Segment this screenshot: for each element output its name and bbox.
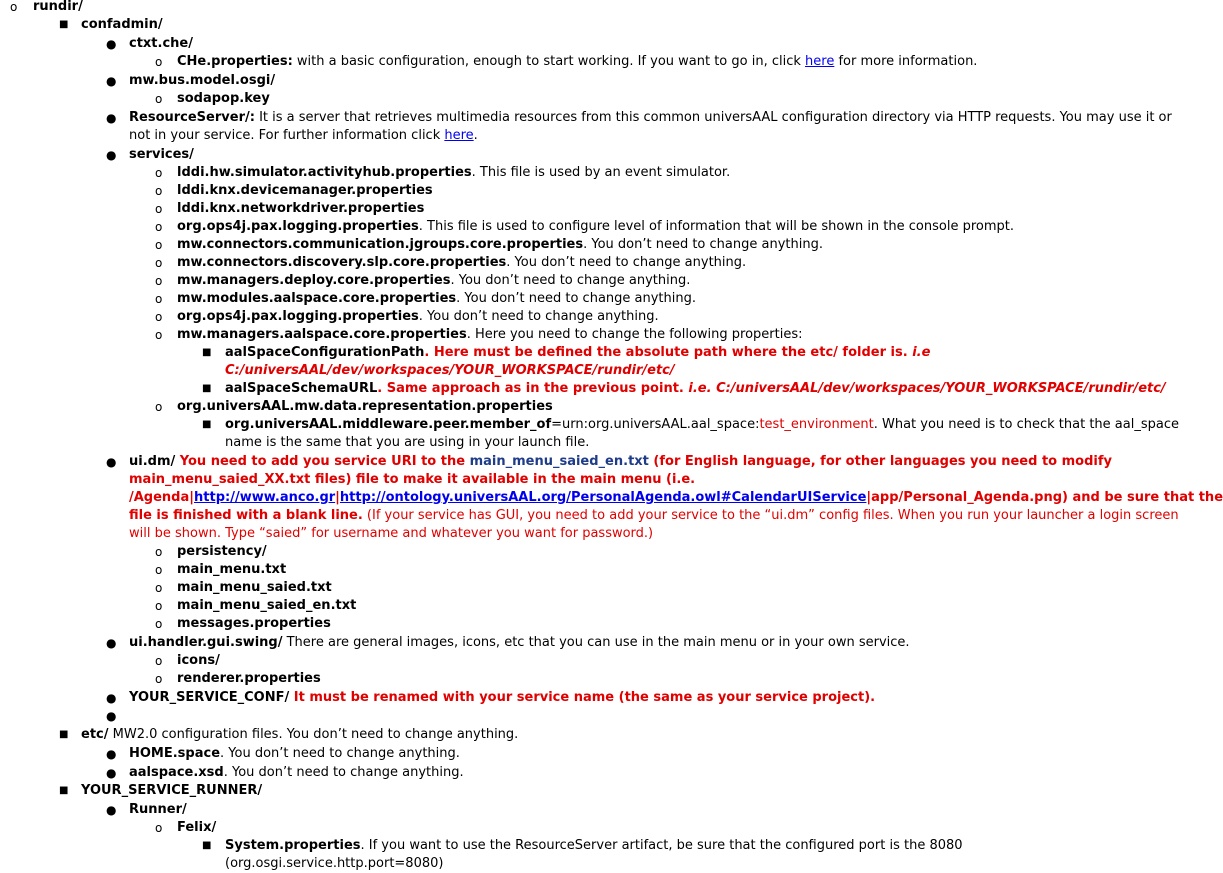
service-desc: . This file is used by an event simulator. xyxy=(471,165,731,180)
gui-swing-file: renderer.properties xyxy=(177,671,321,686)
resourceserver-text: It is a server that retrieves multimedia resources from this common universAAL configuration directory via HTTP requests. You may use it or xyxy=(254,110,1172,125)
item-home-space xyxy=(129,745,460,763)
bullet-square-icon: ■ xyxy=(202,419,212,430)
ui-dm-file: persistency/ xyxy=(177,544,267,559)
here-link-2[interactable]: here xyxy=(444,128,474,143)
property-desc-line2: name is the same that you are using in your launch file. xyxy=(225,435,590,450)
item-system-properties xyxy=(225,837,963,855)
property-desc: . Here must be defined the absolute path where the etc/ folder is. xyxy=(424,345,913,360)
anco-link[interactable]: http://www.anco.gr xyxy=(194,490,336,505)
service-name: lddi.hw.simulator.activityhub.properties xyxy=(177,165,472,180)
bullet-circle-icon: o xyxy=(155,274,163,288)
resourceserver-tail: . xyxy=(473,128,478,143)
che-tail: for more information. xyxy=(834,54,978,69)
item-resourceserver xyxy=(129,109,1172,127)
ui-dm-name: ui.dm/ xyxy=(129,454,176,469)
bullet-dot-icon: ● xyxy=(106,111,117,125)
service-name: mw.managers.deploy.core.properties xyxy=(177,273,451,288)
bullet-square-icon: ■ xyxy=(202,840,212,851)
folder-etc xyxy=(81,726,518,744)
bullet-circle-icon: o xyxy=(155,92,163,106)
service-item xyxy=(177,218,1014,236)
folder-mw-bus-model-osgi: mw.bus.model.osgi/ xyxy=(129,73,276,88)
property-desc: . What you need is to check that the aal_space xyxy=(873,417,1179,432)
item-che-properties xyxy=(177,53,977,71)
system-properties-line2: (org.osgi.service.http.port=8080) xyxy=(225,856,444,871)
item-gui-swing xyxy=(129,634,910,652)
item-your-service-conf xyxy=(129,689,875,707)
bullet-circle-icon: o xyxy=(155,202,163,216)
service-name: mw.connectors.communication.jgroups.core.properties xyxy=(177,237,584,252)
folder-runner: Runner/ xyxy=(129,802,187,817)
folder-rundir: rundir/ xyxy=(33,0,83,14)
ui-dm-line2: main_menu_saied_XX.txt files) file to make it available in the main menu (i.e. xyxy=(129,472,696,487)
ui-dm-line4 xyxy=(129,507,1179,525)
gui-swing-file: icons/ xyxy=(177,653,220,668)
service-desc: . This file is used to configure level of information that will be shown in the console prompt. xyxy=(418,219,1014,234)
service-item xyxy=(177,254,746,272)
resourceserver-name: ResourceServer/: xyxy=(129,110,255,125)
bullet-circle-icon: o xyxy=(155,672,163,686)
folder-ctxt-che: ctxt.che/ xyxy=(129,36,193,51)
ui-dm-file: main_menu_saied.txt xyxy=(177,580,332,595)
ui-dm-file: main_menu_saied_en.txt xyxy=(469,454,649,469)
service-name: org.ops4j.pax.logging.properties xyxy=(177,309,419,324)
ui-dm-text: You need to add you service URI to the xyxy=(175,454,470,469)
property-item xyxy=(225,344,930,362)
service-desc: . You don’t need to change anything. xyxy=(506,255,747,270)
system-properties-desc: . If you want to use the ResourceServer artifact, be sure that the configured port is the 8080 xyxy=(360,838,963,853)
ui-dm-gui-note: (If your service has GUI, you need to add your service to the “ui.dm” config files. When you run your launcher a login screen xyxy=(362,508,1179,523)
service-name: mw.modules.aalspace.core.properties xyxy=(177,291,457,306)
home-space-desc: . You don’t need to change anything. xyxy=(220,746,460,761)
ui-dm-line5: will be shown. Type “saied” for username and whatever you want for password.) xyxy=(129,526,654,541)
service-name: mw.connectors.discovery.slp.core.properties xyxy=(177,255,507,270)
service-name: mw.managers.aalspace.core.properties xyxy=(177,327,467,342)
bullet-dot-icon: ● xyxy=(106,747,117,761)
item-ui-dm xyxy=(129,453,1112,471)
bullet-circle-icon: o xyxy=(155,545,163,559)
bullet-dot-icon: ● xyxy=(106,691,117,705)
bullet-circle-icon: o xyxy=(155,292,163,306)
bullet-circle-icon: o xyxy=(155,581,163,595)
che-text: with a basic configuration, enough to start working. If you want to go in, click xyxy=(292,54,806,69)
your-service-conf-name: YOUR_SERVICE_CONF/ xyxy=(129,690,290,705)
property-item xyxy=(225,380,1166,398)
ui-dm-blank: file is finished with a blank line. xyxy=(129,508,363,523)
bullet-circle-icon: o xyxy=(155,220,163,234)
bullet-square-icon: ■ xyxy=(59,729,69,740)
service-item: lddi.knx.devicemanager.properties xyxy=(177,183,433,198)
service-item xyxy=(177,164,730,182)
service-desc: . You don’t need to change anything. xyxy=(456,291,696,306)
property-desc: . Same approach as in the previous point. xyxy=(377,381,689,396)
bullet-circle-icon: o xyxy=(155,654,163,668)
item-aalspace-xsd xyxy=(129,764,464,782)
folder-your-service-runner: YOUR_SERVICE_RUNNER/ xyxy=(81,783,263,798)
property-value: =urn:org.universAAL.aal_space: xyxy=(551,417,760,432)
service-desc: . You don’t need to change anything. xyxy=(450,273,691,288)
bullet-circle-icon: o xyxy=(155,821,163,835)
property-path: C:/universAAL/dev/workspaces/YOUR_WORKSPACE/rundir/etc/ xyxy=(225,363,675,378)
bullet-circle-icon: o xyxy=(155,256,163,270)
item-resourceserver-line2 xyxy=(129,127,478,145)
aalspace-xsd-desc: . You don’t need to change anything. xyxy=(223,765,464,780)
bullet-square-icon: ■ xyxy=(59,19,69,30)
bullet-circle-icon: o xyxy=(155,166,163,180)
service-name: org.ops4j.pax.logging.properties xyxy=(177,219,419,234)
system-properties-name: System.properties xyxy=(225,838,361,853)
etc-desc: MW2.0 configuration files. You don’t need to change anything. xyxy=(108,727,519,742)
ui-dm-line3 xyxy=(129,489,1223,507)
ui-dm-text: (for English language, for other languages you need to modify xyxy=(648,454,1112,469)
bullet-dot-icon: ● xyxy=(106,766,117,780)
ui-dm-sep: | xyxy=(335,490,340,505)
bullet-dot-icon: ● xyxy=(106,636,117,650)
bullet-circle-icon: o xyxy=(155,238,163,252)
service-item xyxy=(177,272,690,290)
home-space-name: HOME.space xyxy=(129,746,221,761)
property-name: org.universAAL.middleware.peer.member_of xyxy=(225,417,552,432)
bullet-dot-icon: ● xyxy=(106,455,117,469)
bullet-dot-icon: ● xyxy=(106,803,117,817)
bullet-dot-icon: ● xyxy=(106,709,117,723)
ui-dm-file: main_menu.txt xyxy=(177,562,287,577)
your-service-conf-desc: It must be renamed with your service name (the same as your service project). xyxy=(289,690,876,705)
gui-swing-name: ui.handler.gui.swing/ xyxy=(129,635,283,650)
service-desc: . Here you need to change the following properties: xyxy=(466,327,803,342)
folder-services: services/ xyxy=(129,147,194,162)
property-path: i.e. C:/universAAL/dev/workspaces/YOUR_WORKSPACE/rundir/etc/ xyxy=(688,381,1166,396)
service-item xyxy=(177,326,803,344)
ui-dm-file: main_menu_saied_en.txt xyxy=(177,598,357,613)
bullet-circle-icon: o xyxy=(155,328,163,342)
bullet-circle-icon: o xyxy=(155,563,163,577)
service-desc: . You don’t need to change anything. xyxy=(418,309,659,324)
here-link-1[interactable]: here xyxy=(805,54,835,69)
bullet-square-icon: ■ xyxy=(59,785,69,796)
ui-dm-file: messages.properties xyxy=(177,616,331,631)
bullet-circle-icon: o xyxy=(155,310,163,324)
item-sodapop-key: sodapop.key xyxy=(177,91,270,106)
ui-dm-agenda: /Agenda| xyxy=(129,490,195,505)
ui-dm-tail: |app/Personal_Agenda.png) and be sure that the xyxy=(866,490,1223,505)
bullet-circle-icon: o xyxy=(155,184,163,198)
service-item xyxy=(177,290,696,308)
service-item: lddi.knx.networkdriver.properties xyxy=(177,201,425,216)
bullet-square-icon: ■ xyxy=(202,383,212,394)
property-name: aalSpaceConfigurationPath xyxy=(225,345,425,360)
bullet-dot-icon: ● xyxy=(106,148,117,162)
bullet-circle-icon: o xyxy=(10,0,18,14)
folder-confadmin: confadmin/ xyxy=(81,17,163,32)
che-name: CHe.properties: xyxy=(177,54,293,69)
folder-felix: Felix/ xyxy=(177,820,217,835)
gui-swing-desc: There are general images, icons, etc that you can use in the main menu or in your own service. xyxy=(282,635,910,650)
aalspace-xsd-name: aalspace.xsd xyxy=(129,765,224,780)
property-name: aalSpaceSchemaURL xyxy=(225,381,378,396)
service-item xyxy=(177,308,659,326)
bullet-dot-icon: ● xyxy=(106,37,117,51)
property-ie: i.e xyxy=(912,345,931,360)
bullet-dot-icon: ● xyxy=(106,74,117,88)
property-item xyxy=(225,416,1179,434)
bullet-circle-icon: o xyxy=(155,599,163,613)
bullet-circle-icon: o xyxy=(155,55,163,69)
bullet-circle-icon: o xyxy=(155,617,163,631)
resourceserver-text2: not in your service. For further information click xyxy=(129,128,445,143)
ontology-link[interactable]: http://ontology.universAAL.org/PersonalAgenda.owl#CalendarUIService xyxy=(339,490,867,505)
service-item: org.universAAL.mw.data.representation.properties xyxy=(177,399,553,414)
service-desc: . You don’t need to change anything. xyxy=(583,237,823,252)
bullet-square-icon: ■ xyxy=(202,347,212,358)
bullet-circle-icon: o xyxy=(155,400,163,414)
property-env: test_environment xyxy=(759,417,874,432)
etc-name: etc/ xyxy=(81,727,109,742)
service-item xyxy=(177,236,823,254)
